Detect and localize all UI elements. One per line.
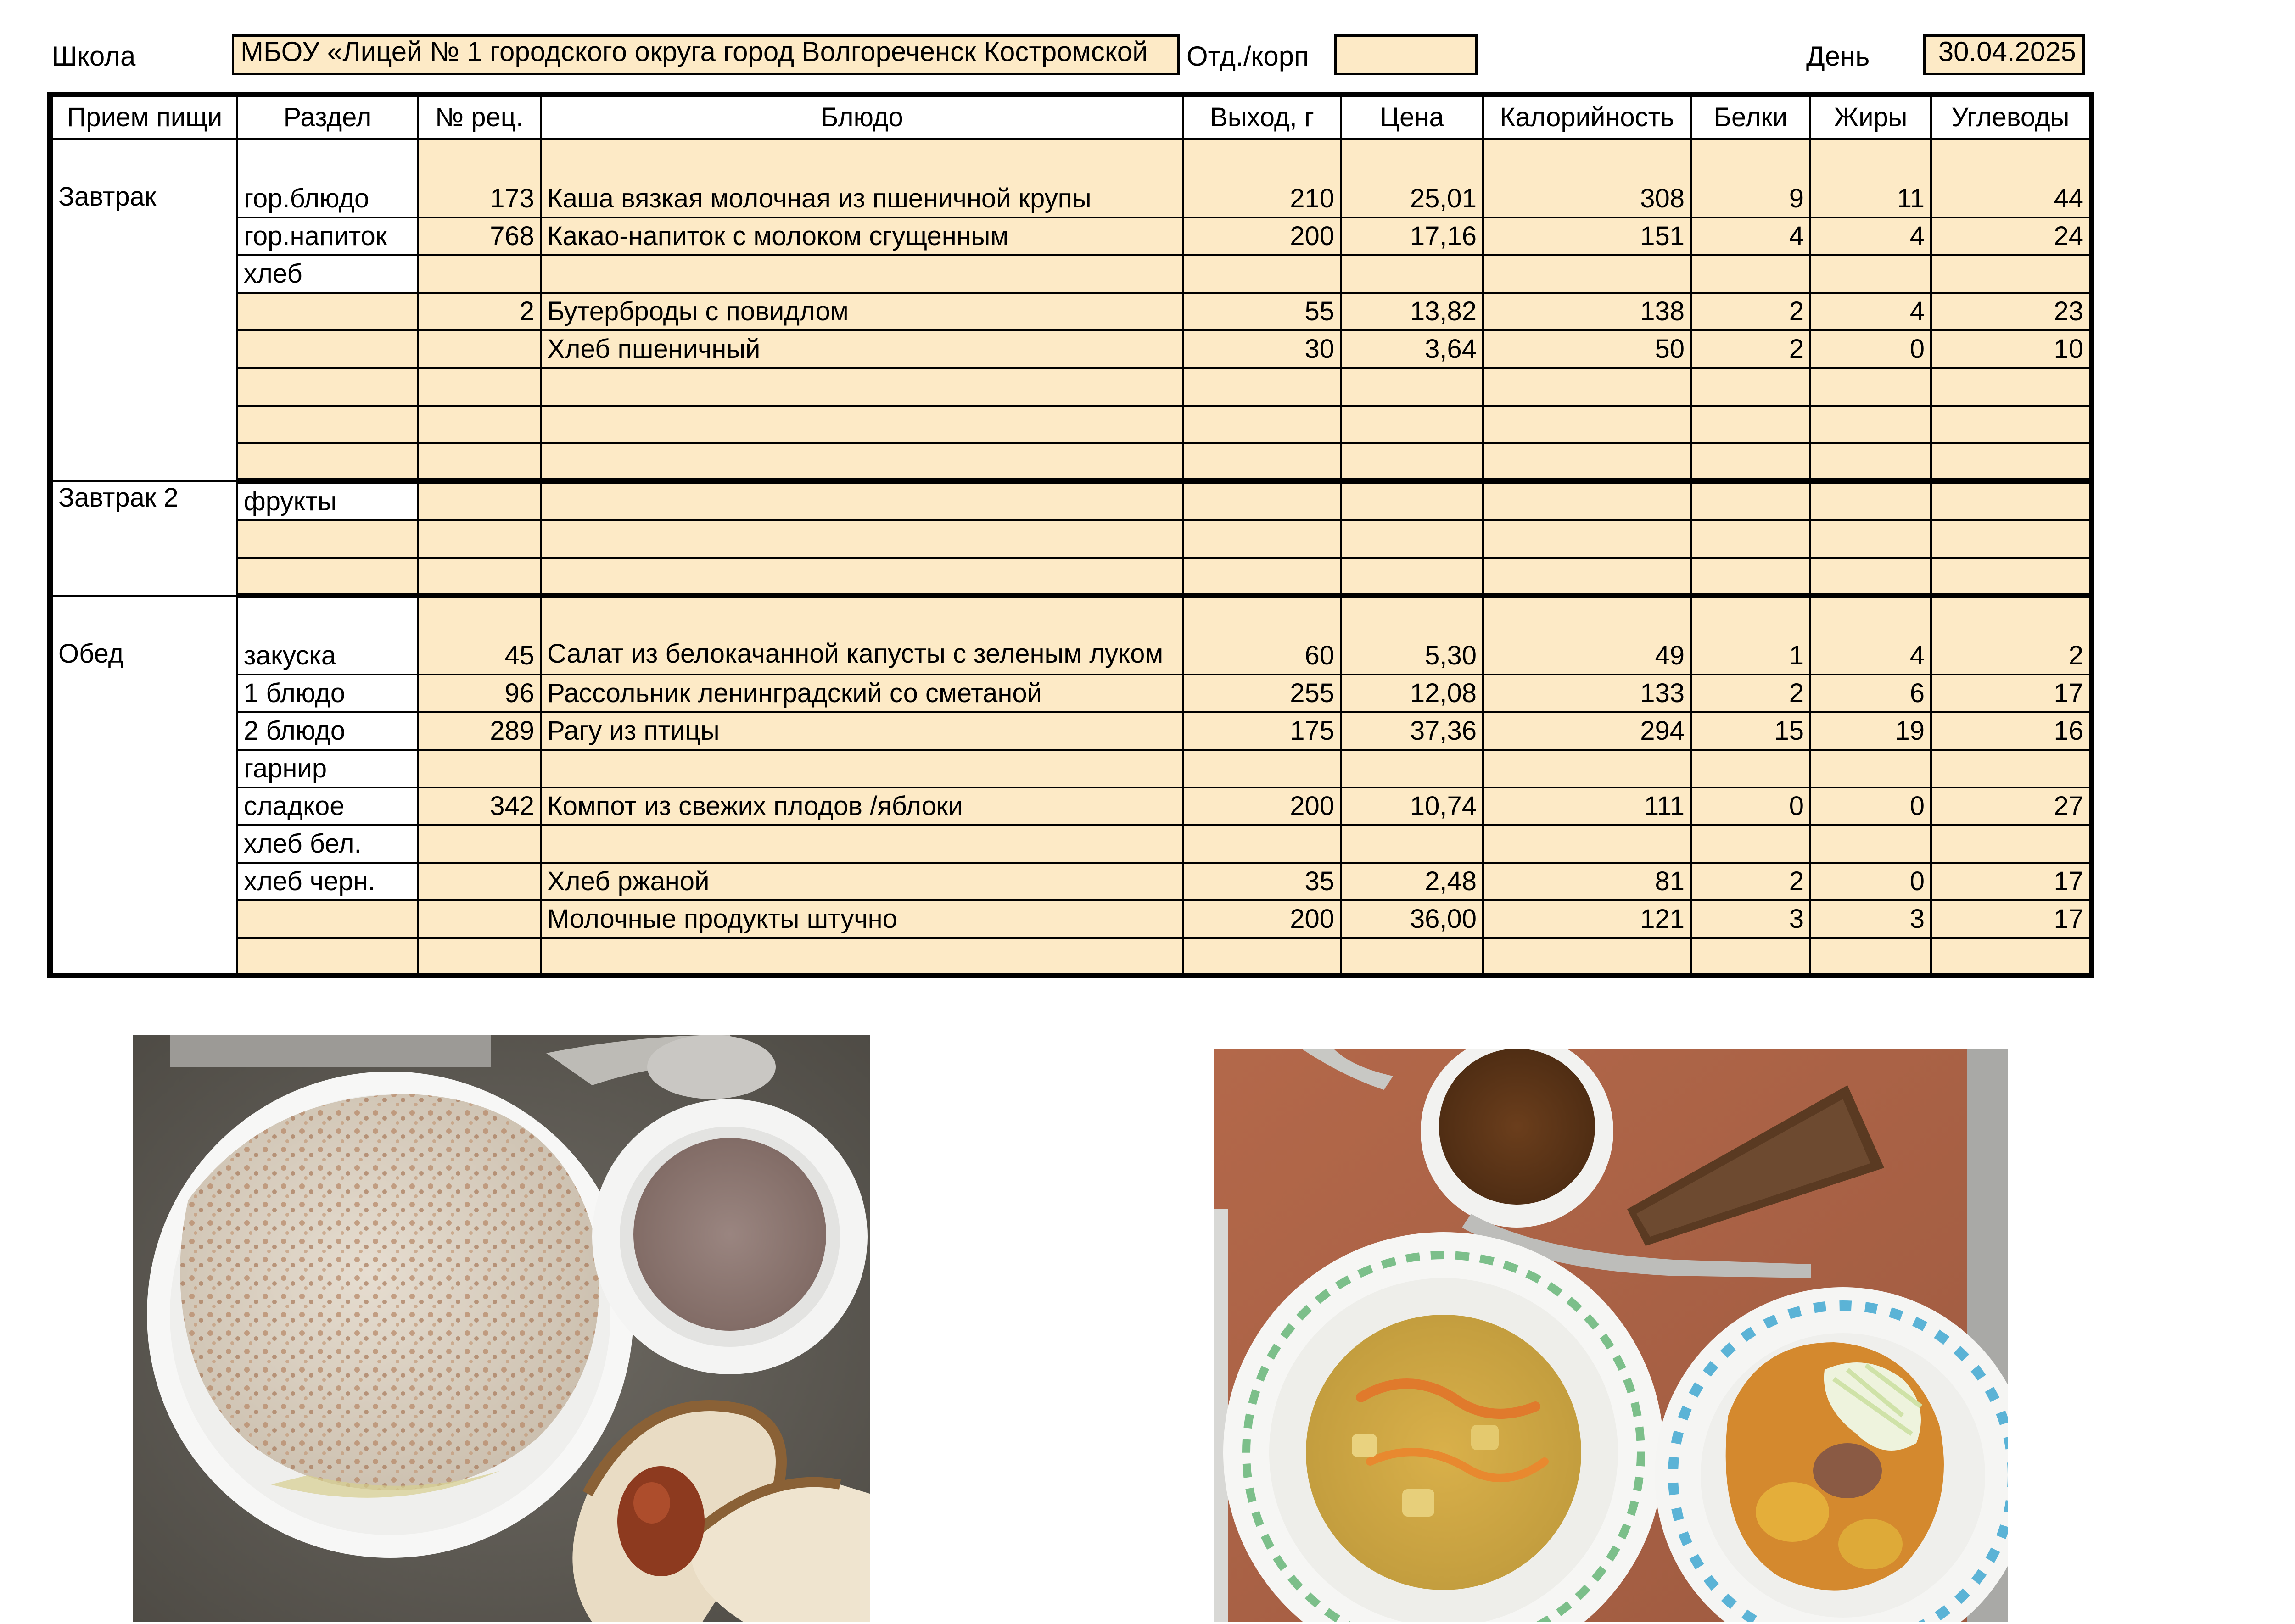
col-carbs: Углеводы <box>1931 95 2092 139</box>
fat-cell: 4 <box>1810 293 1931 330</box>
carbs-cell <box>1931 481 2092 520</box>
section-cell <box>237 558 418 596</box>
recipe-cell <box>418 255 541 293</box>
dish-cell: Хлеб пшеничный <box>541 330 1183 368</box>
recipe-cell <box>418 481 541 520</box>
section-cell: 2 блюдо <box>237 712 418 750</box>
protein-cell <box>1691 443 1810 481</box>
breakfast-photo <box>133 1035 870 1622</box>
day-field[interactable]: 30.04.2025 <box>1923 34 2085 75</box>
section-cell: 1 блюдо <box>237 675 418 712</box>
table-row <box>50 863 2092 900</box>
meal-breakfast-2: Завтрак 2 <box>50 481 237 596</box>
section-cell <box>237 406 418 443</box>
table-row <box>50 443 2092 481</box>
carbs-cell: 16 <box>1931 712 2092 750</box>
kcal-cell: 151 <box>1483 218 1691 255</box>
recipe-cell <box>418 368 541 406</box>
kcal-cell <box>1483 938 1691 976</box>
protein-cell: 2 <box>1691 863 1810 900</box>
col-fat: Жиры <box>1810 95 1931 139</box>
carbs-cell <box>1931 520 2092 558</box>
table-row <box>50 825 2092 863</box>
section-cell: гор.блюдо <box>237 139 418 218</box>
section-cell <box>237 330 418 368</box>
yield-cell <box>1183 750 1341 787</box>
kcal-cell <box>1483 750 1691 787</box>
fat-cell: 4 <box>1810 596 1931 675</box>
dish-cell <box>541 750 1183 787</box>
dish-cell: Какао-напиток с молоком сгущенным <box>541 218 1183 255</box>
fat-cell <box>1810 255 1931 293</box>
protein-cell: 9 <box>1691 139 1810 218</box>
fat-cell: 6 <box>1810 675 1931 712</box>
table-row <box>50 938 2092 976</box>
lunch-photo-drawing <box>1214 1049 2008 1622</box>
table-row <box>50 481 2092 520</box>
fat-cell <box>1810 558 1931 596</box>
yield-cell: 35 <box>1183 863 1341 900</box>
kcal-cell: 121 <box>1483 900 1691 938</box>
section-cell <box>237 443 418 481</box>
recipe-cell: 289 <box>418 712 541 750</box>
school-name-field[interactable]: МБОУ «Лицей № 1 городского округа город Волгореченск Костромской <box>232 34 1180 75</box>
protein-cell: 15 <box>1691 712 1810 750</box>
protein-cell <box>1691 825 1810 863</box>
fat-cell: 0 <box>1810 863 1931 900</box>
yield-cell <box>1183 443 1341 481</box>
section-cell: хлеб <box>237 255 418 293</box>
recipe-cell: 173 <box>418 139 541 218</box>
recipe-cell <box>418 520 541 558</box>
price-cell <box>1341 481 1483 520</box>
price-cell: 25,01 <box>1341 139 1483 218</box>
price-cell: 5,30 <box>1341 596 1483 675</box>
price-cell: 12,08 <box>1341 675 1483 712</box>
table-row <box>50 596 2092 675</box>
section-cell <box>237 368 418 406</box>
protein-cell <box>1691 406 1810 443</box>
price-cell <box>1341 520 1483 558</box>
yield-cell: 200 <box>1183 218 1341 255</box>
dish-cell <box>541 406 1183 443</box>
protein-cell: 2 <box>1691 675 1810 712</box>
recipe-cell: 768 <box>418 218 541 255</box>
yield-cell <box>1183 558 1341 596</box>
protein-cell: 0 <box>1691 787 1810 825</box>
yield-cell: 200 <box>1183 900 1341 938</box>
price-cell <box>1341 368 1483 406</box>
protein-cell <box>1691 255 1810 293</box>
table-row <box>50 712 2092 750</box>
carbs-cell <box>1931 558 2092 596</box>
col-kcal: Калорийность <box>1483 95 1691 139</box>
col-protein: Белки <box>1691 95 1810 139</box>
table-row <box>50 787 2092 825</box>
protein-cell: 2 <box>1691 293 1810 330</box>
protein-cell <box>1691 938 1810 976</box>
carbs-cell: 17 <box>1931 675 2092 712</box>
recipe-cell: 45 <box>418 596 541 675</box>
kcal-cell: 49 <box>1483 596 1691 675</box>
yield-cell: 55 <box>1183 293 1341 330</box>
section-cell: сладкое <box>237 787 418 825</box>
kcal-cell: 111 <box>1483 787 1691 825</box>
price-cell <box>1341 558 1483 596</box>
dish-cell: Рагу из птицы <box>541 712 1183 750</box>
recipe-cell <box>418 750 541 787</box>
section-cell: закуска <box>237 596 418 675</box>
dish-cell: Бутерброды с повидлом <box>541 293 1183 330</box>
price-cell: 17,16 <box>1341 218 1483 255</box>
section-cell: гарнир <box>237 750 418 787</box>
yield-cell: 200 <box>1183 787 1341 825</box>
fat-cell: 11 <box>1810 139 1931 218</box>
price-cell: 10,74 <box>1341 787 1483 825</box>
dish-cell <box>541 520 1183 558</box>
carbs-cell: 2 <box>1931 596 2092 675</box>
yield-cell <box>1183 406 1341 443</box>
fat-cell: 0 <box>1810 787 1931 825</box>
recipe-cell <box>418 443 541 481</box>
carbs-cell <box>1931 825 2092 863</box>
protein-cell <box>1691 750 1810 787</box>
col-section: Раздел <box>237 95 418 139</box>
section-cell <box>237 900 418 938</box>
price-cell: 36,00 <box>1341 900 1483 938</box>
recipe-cell <box>418 825 541 863</box>
fat-cell: 19 <box>1810 712 1931 750</box>
price-cell: 13,82 <box>1341 293 1483 330</box>
recipe-cell <box>418 900 541 938</box>
dish-cell: Каша вязкая молочная из пшеничной крупы <box>541 139 1183 218</box>
dish-cell <box>541 368 1183 406</box>
carbs-cell: 10 <box>1931 330 2092 368</box>
price-cell <box>1341 255 1483 293</box>
section-cell: фрукты <box>237 481 418 520</box>
table-row <box>50 330 2092 368</box>
carbs-cell: 17 <box>1931 900 2092 938</box>
carbs-cell: 27 <box>1931 787 2092 825</box>
col-dish: Блюдо <box>541 95 1183 139</box>
kcal-cell <box>1483 406 1691 443</box>
price-cell: 3,64 <box>1341 330 1483 368</box>
kcal-cell: 81 <box>1483 863 1691 900</box>
yield-cell: 60 <box>1183 596 1341 675</box>
col-recipe: № рец. <box>418 95 541 139</box>
dish-cell <box>541 825 1183 863</box>
kcal-cell: 138 <box>1483 293 1691 330</box>
section-cell <box>237 520 418 558</box>
table-row <box>50 675 2092 712</box>
yield-cell <box>1183 481 1341 520</box>
protein-cell: 4 <box>1691 218 1810 255</box>
kcal-cell <box>1483 443 1691 481</box>
yield-cell: 255 <box>1183 675 1341 712</box>
recipe-cell <box>418 330 541 368</box>
recipe-cell <box>418 938 541 976</box>
carbs-cell: 17 <box>1931 863 2092 900</box>
protein-cell: 3 <box>1691 900 1810 938</box>
yield-cell <box>1183 520 1341 558</box>
school-label: Школа <box>52 41 136 72</box>
dish-cell <box>541 938 1183 976</box>
yield-cell: 210 <box>1183 139 1341 218</box>
section-cell: хлеб бел. <box>237 825 418 863</box>
fat-cell <box>1810 520 1931 558</box>
recipe-cell: 2 <box>418 293 541 330</box>
fat-cell <box>1810 406 1931 443</box>
kcal-cell <box>1483 368 1691 406</box>
col-price: Цена <box>1341 95 1483 139</box>
day-label: День <box>1806 41 1870 72</box>
protein-cell <box>1691 558 1810 596</box>
dish-cell: Хлеб ржаной <box>541 863 1183 900</box>
section-cell: гор.напиток <box>237 218 418 255</box>
dept-label: Отд./корп <box>1187 41 1309 72</box>
recipe-cell: 342 <box>418 787 541 825</box>
breakfast-photo-drawing <box>133 1035 870 1622</box>
yield-cell: 30 <box>1183 330 1341 368</box>
lunch-photo <box>1214 1049 2008 1622</box>
recipe-cell <box>418 406 541 443</box>
protein-cell <box>1691 481 1810 520</box>
carbs-cell <box>1931 443 2092 481</box>
fat-cell: 4 <box>1810 218 1931 255</box>
kcal-cell: 50 <box>1483 330 1691 368</box>
table-row <box>50 368 2092 406</box>
protein-cell <box>1691 520 1810 558</box>
col-meal: Прием пищи <box>50 95 237 139</box>
price-cell <box>1341 443 1483 481</box>
price-cell <box>1341 750 1483 787</box>
protein-cell: 1 <box>1691 596 1810 675</box>
table-row <box>50 255 2092 293</box>
table-row <box>50 520 2092 558</box>
yield-cell <box>1183 368 1341 406</box>
recipe-cell: 96 <box>418 675 541 712</box>
price-cell <box>1341 406 1483 443</box>
yield-cell: 175 <box>1183 712 1341 750</box>
yield-cell <box>1183 255 1341 293</box>
table-row <box>50 750 2092 787</box>
table-row <box>50 900 2092 938</box>
col-yield: Выход, г <box>1183 95 1341 139</box>
kcal-cell <box>1483 558 1691 596</box>
meal-lunch: Обед <box>50 596 237 976</box>
menu-table <box>47 92 2094 978</box>
price-cell <box>1341 825 1483 863</box>
section-cell: хлеб черн. <box>237 863 418 900</box>
yield-cell <box>1183 938 1341 976</box>
table-row <box>50 139 2092 218</box>
table-row <box>50 558 2092 596</box>
carbs-cell <box>1931 750 2092 787</box>
dish-cell <box>541 481 1183 520</box>
dept-field[interactable] <box>1334 34 1478 75</box>
fat-cell <box>1810 938 1931 976</box>
dish-cell: Рассольник ленинградский со сметаной <box>541 675 1183 712</box>
fat-cell: 0 <box>1810 330 1931 368</box>
carbs-cell: 44 <box>1931 139 2092 218</box>
dish-cell: Компот из свежих плодов /яблоки <box>541 787 1183 825</box>
price-cell: 37,36 <box>1341 712 1483 750</box>
kcal-cell <box>1483 481 1691 520</box>
price-cell: 2,48 <box>1341 863 1483 900</box>
yield-cell <box>1183 825 1341 863</box>
meal-breakfast: Завтрак <box>50 139 237 481</box>
carbs-cell <box>1931 255 2092 293</box>
dish-cell: Молочные продукты штучно <box>541 900 1183 938</box>
section-cell <box>237 293 418 330</box>
kcal-cell: 294 <box>1483 712 1691 750</box>
table-row <box>50 293 2092 330</box>
fat-cell <box>1810 481 1931 520</box>
dish-cell <box>541 558 1183 596</box>
protein-cell <box>1691 368 1810 406</box>
table-row <box>50 406 2092 443</box>
recipe-cell <box>418 558 541 596</box>
fat-cell <box>1810 750 1931 787</box>
kcal-cell: 308 <box>1483 139 1691 218</box>
fat-cell <box>1810 443 1931 481</box>
table-row <box>50 218 2092 255</box>
header-row <box>50 95 2092 139</box>
dish-cell <box>541 255 1183 293</box>
protein-cell: 2 <box>1691 330 1810 368</box>
fat-cell: 3 <box>1810 900 1931 938</box>
carbs-cell: 24 <box>1931 218 2092 255</box>
carbs-cell <box>1931 406 2092 443</box>
section-cell <box>237 938 418 976</box>
dish-cell <box>541 443 1183 481</box>
fat-cell <box>1810 368 1931 406</box>
carbs-cell <box>1931 938 2092 976</box>
kcal-cell: 133 <box>1483 675 1691 712</box>
kcal-cell <box>1483 520 1691 558</box>
carbs-cell: 23 <box>1931 293 2092 330</box>
price-cell <box>1341 938 1483 976</box>
dish-cell: Салат из белокачанной капусты с зеленым луком <box>541 596 1183 675</box>
kcal-cell <box>1483 255 1691 293</box>
recipe-cell <box>418 863 541 900</box>
carbs-cell <box>1931 368 2092 406</box>
fat-cell <box>1810 825 1931 863</box>
kcal-cell <box>1483 825 1691 863</box>
